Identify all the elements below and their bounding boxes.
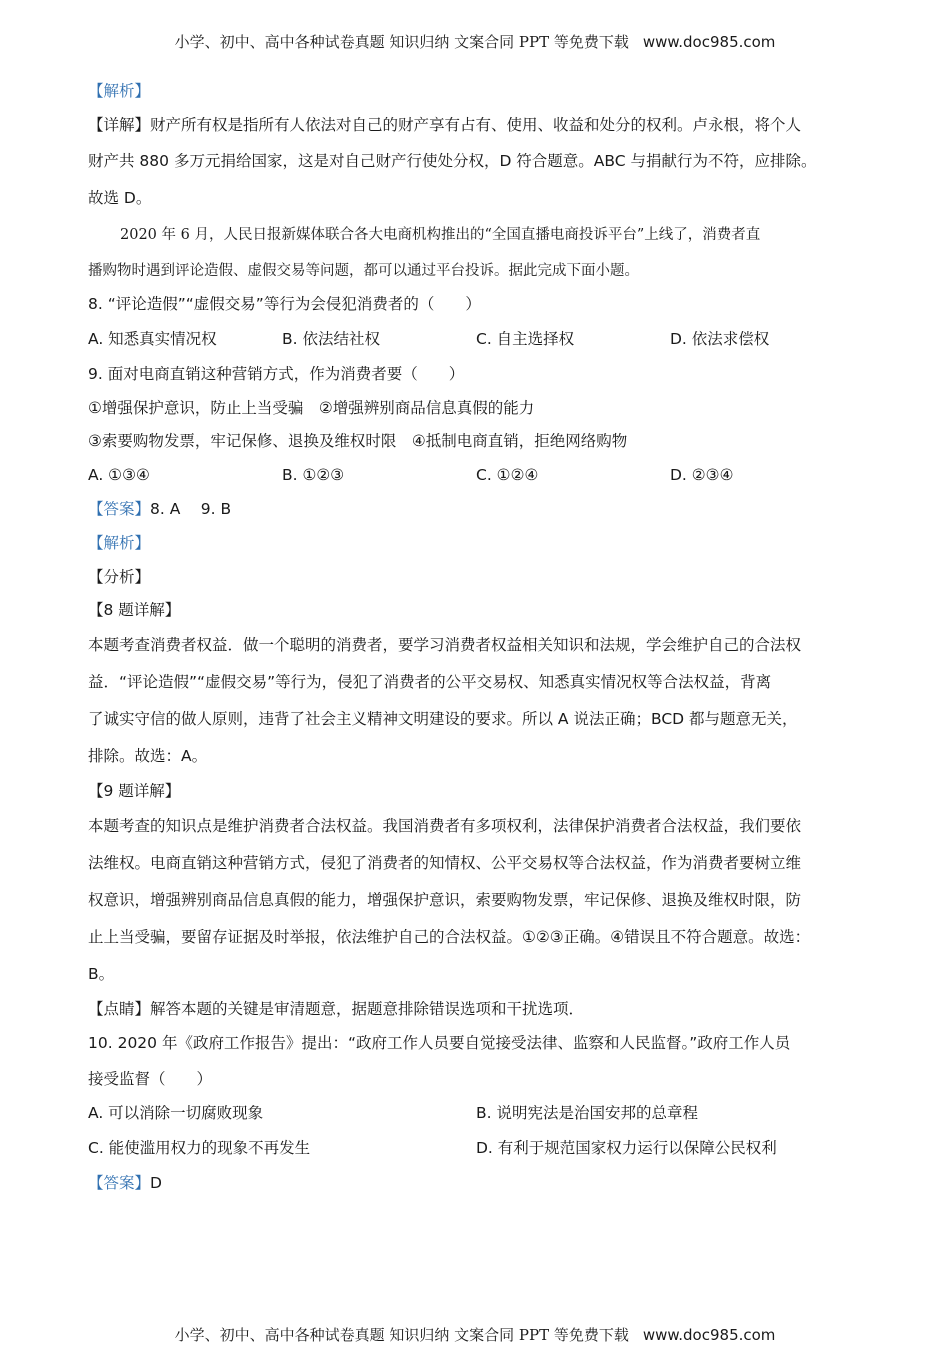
jiexi-label-7: 【解析】 [88,82,151,100]
page-footer [0,1324,950,1345]
q9-detail-line3: 权意识，增强辨别商品信息真假的能力，增强保护意识，索要购物发票，牢记保修、退换及维权时限，防 [88,891,802,909]
q10-option-d: D. 有利于规范国家权力运行以保障公民权利 [476,1139,777,1157]
header-text: 小学、初中、高中各种试卷真题 知识归纳 文案合同 PPT 等免费下载 [174,33,629,51]
answer-10 [88,1173,162,1193]
q9-detail-line4: 止上当受骗，要留存证据及时举报，依法维护自己的合法权益。①②③正确。④错误且不符合题意。故选： [88,928,811,946]
q10-option-a: A. 可以消除一切腐败现象 [88,1104,264,1122]
q8-option-c: C. 自主选择权 [476,330,575,348]
answer-text: 8. A 9. B [150,500,232,518]
dianjing: 【点睛】解答本题的关键是审清题意，据题意排除错误选项和干扰选项． [88,1000,585,1018]
q9-items-line1: ①增强保护意识，防止上当受骗 ②增强辨别商品信息真假的能力 [88,399,535,417]
q9-detail-line5: B。 [88,965,115,983]
q8-detail-label: 【8 题详解】 [88,601,181,619]
q8-stem: 8. “评论造假”“虚假交易”等行为会侵犯消费者的（ ） [88,295,481,313]
footer-url[interactable]: www.doc985.com [642,1326,776,1344]
detail-label: 【详解】 [88,116,151,134]
detail-7-line2: 财产共 880 多万元捐给国家，这是对自己财产行使处分权，D 符合题意。ABC 与捐献行为不符，应排除。 [88,152,817,170]
answer-10-text: D [150,1174,162,1192]
q10-stem-line2: 接受监督（ ） [88,1070,213,1088]
q9-option-d: D. ②③④ [670,466,734,484]
q9-stem: 9. 面对电商直销这种营销方式，作为消费者要（ ） [88,365,465,383]
q8-detail-line2: 益．“评论造假”“虚假交易”等行为，侵犯了消费者的公平交易权、知悉真实情况权等合法权益，背离 [88,673,772,691]
dianjing-label: 【点睛】 [88,1000,151,1018]
passage-line1: 2020 年 6 月，人民日报新媒体联合各大电商机构推出的“全国直播电商投诉平台”上线了，消费者直 [120,227,761,243]
answer-8-9 [88,499,231,519]
answer-label: 【答案】 [88,500,151,518]
header-url[interactable]: www.doc985.com [642,33,776,51]
q10-option-b: B. 说明宪法是治国安邦的总章程 [476,1104,698,1122]
q10-stem-line1: 10. 2020 年《政府工作报告》提出：“政府工作人员要自觉接受法律、监察和人民监督。”政府工作人员 [88,1034,791,1052]
q9-detail-label: 【9 题详解】 [88,782,181,800]
q8-detail-line3: 了诚实守信的做人原则，违背了社会主义精神文明建设的要求。所以 A 说法正确；BCD 都与题意无关， [88,710,798,728]
q8-detail-line1: 本题考查消费者权益．做一个聪明的消费者，要学习消费者权益相关知识和法规，学会维护自己的合法权 [88,636,802,654]
answer-10-label: 【答案】 [88,1174,151,1192]
q8-option-d: D. 依法求偿权 [670,330,770,348]
q8-detail-line4: 排除。故选：A。 [88,747,208,765]
jiexi-label-8-9: 【解析】 [88,534,151,552]
fenxi-label: 【分析】 [88,568,151,586]
q9-option-a: A. ①③④ [88,466,150,484]
page-header [0,31,950,52]
q9-detail-line2: 法维权。电商直销这种营销方式，侵犯了消费者的知情权、公平交易权等合法权益，作为消费者要树立维 [88,854,802,872]
q9-detail-line1: 本题考查的知识点是维护消费者合法权益。我国消费者有多项权利，法律保护消费者合法权益，我们要依 [88,817,802,835]
q8-option-a: A. 知悉真实情况权 [88,330,217,348]
q9-items-line2: ③索要购物发票，牢记保修、退换及维权时限 ④抵制电商直销，拒绝网络购物 [88,432,628,450]
q8-option-b: B. 依法结社权 [282,330,380,348]
q9-option-b: B. ①②③ [282,466,345,484]
footer-text: 小学、初中、高中各种试卷真题 知识归纳 文案合同 PPT 等免费下载 [174,1326,629,1344]
passage-line2: 播购物时遇到评论造假、虚假交易等问题，都可以通过平台投诉。据此完成下面小题。 [88,263,639,279]
detail-7-line1: 【详解】财产所有权是指所有人依法对自己的财产享有占有、使用、收益和处分的权利。卢永根，将个人 [88,116,802,134]
detail-7-line3: 故选 D。 [88,189,152,207]
q10-option-c: C. 能使滥用权力的现象不再发生 [88,1139,311,1157]
q9-option-c: C. ①②④ [476,466,539,484]
